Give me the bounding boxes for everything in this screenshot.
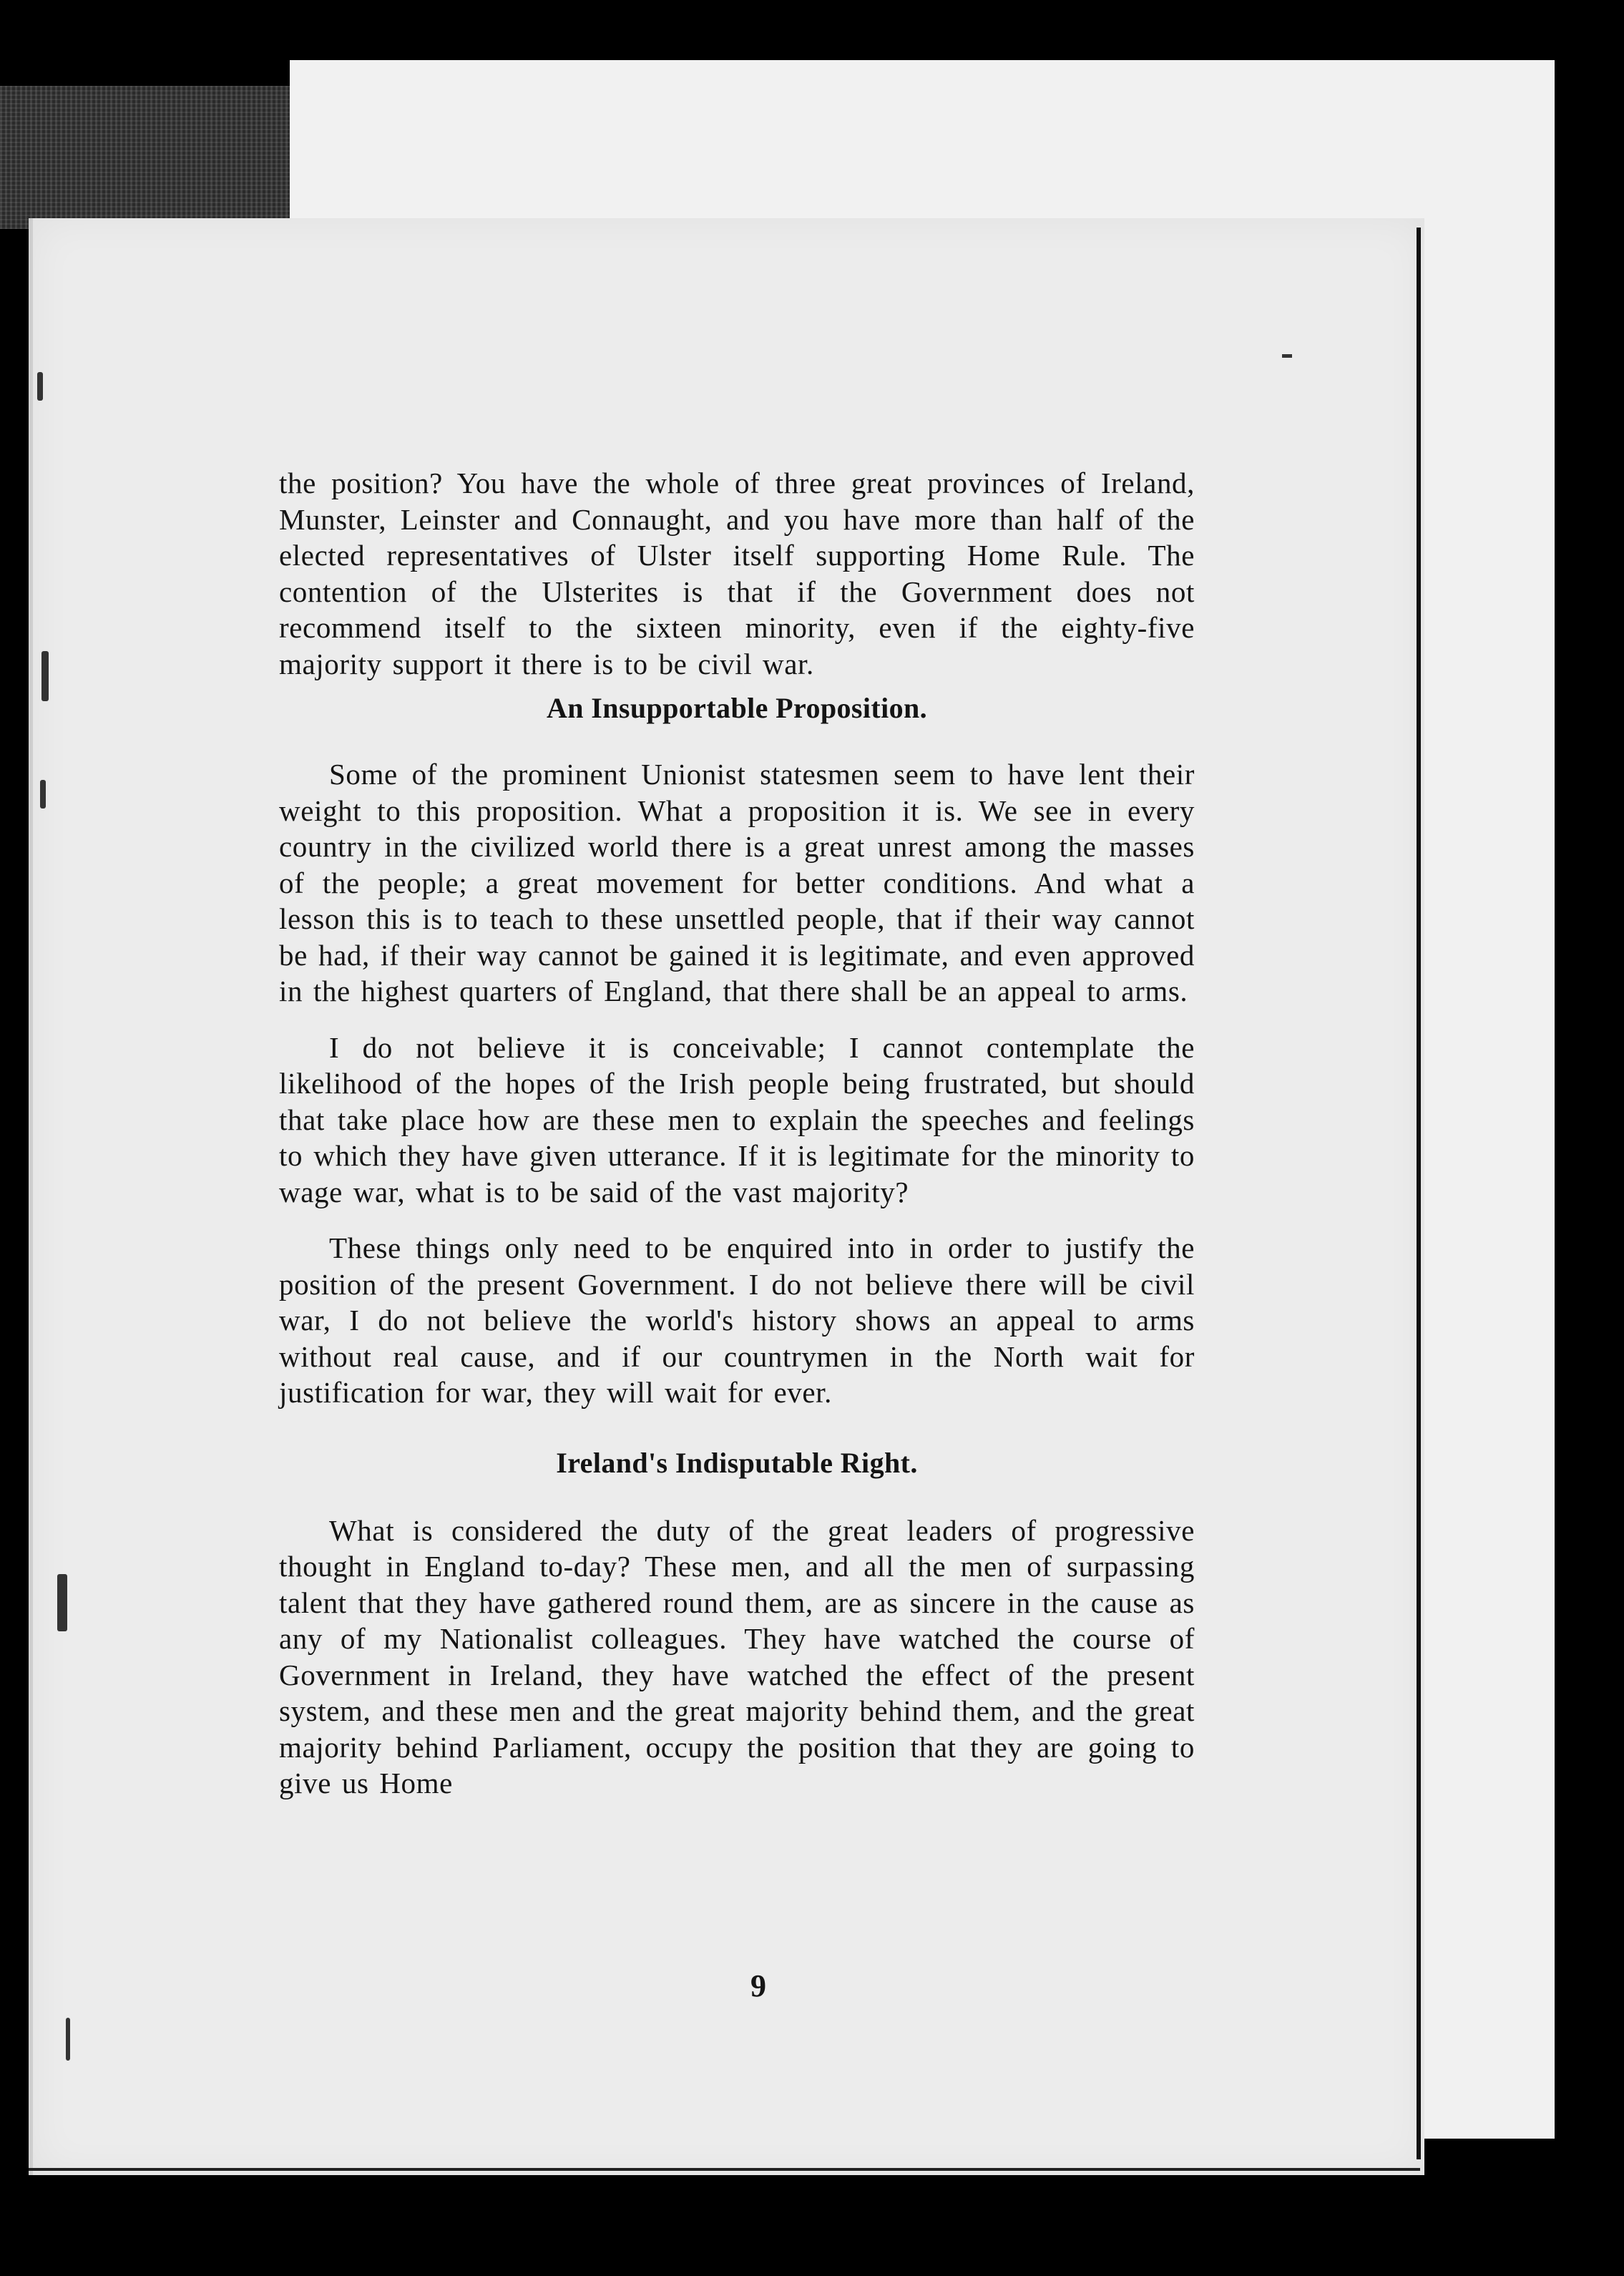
body-paragraph: Some of the prominent Unionist statesmen seem to have lent their weight to this proposition. What a proposition it is. We see in every country in the civilized world there is a great unrest among the masses of the people; a great movement for better conditions. And what a lesson this is to teach to these unsettled people, that if their way cannot be had, if their way cannot be gained it is legitimate, and even approved in the highest quarters of England, that there shall be an appeal to arms.	[279, 758, 1195, 1007]
document-body	[279, 465, 1195, 1802]
dust-speck	[1282, 354, 1292, 358]
section-heading: Ireland's Indisputable Right.	[556, 1446, 918, 1479]
gutter-mark	[57, 1574, 67, 1631]
section-heading: An Insupportable Proposition.	[546, 692, 928, 724]
gutter-mark	[40, 780, 46, 809]
body-paragraph: the position? You have the whole of three great provinces of Ireland, Munster, Leinster and Connaught, and you have more than half of the elected representatives of Ulster itself supporting Home Rule. The contention of the Ulsterites is that if the Government does not recommend itself to the sixteen minority, even if the eighty-five majority support it there is to be civil war.	[279, 467, 1195, 680]
page-bottom-edge	[29, 2168, 1420, 2171]
body-paragraph: I do not believe it is conceivable; I cannot contemplate the likelihood of the hopes of the Irish people being frustrated, but should that take place how are these men to explain the speeches and feelings to which they have given utterance. If it is legitimate for the minority to wage war, what is to be said of the vast majority?	[279, 1030, 1195, 1208]
page-number: 9	[750, 1968, 766, 2003]
body-paragraph: What is considered the duty of the great leaders of progressive thought in England to-day? These men, and all the men of surpassing talent that they have gathered round them, are as sincere in the cause as any of my Nationalist colleagues. They have watched the course of Government in Ireland, they have watched the effect of the present system, and these men and the great majority behind them, and the great majority behind Parliament, occupy the position that they are going to give us Home	[279, 1513, 1195, 1799]
gutter-mark	[66, 2018, 70, 2061]
body-paragraph: These things only need to be enquired into in order to justify the position of the present Government. I do not believe there will be civil war, I do not believe the world's history shows an appeal to arms without real cause, and if our countrymen in the North wait for justification for war, they will wait for ever.	[279, 1231, 1195, 1409]
page-right-edge	[1417, 228, 1421, 2159]
book-binding-cloth	[0, 86, 293, 229]
gutter-mark	[37, 372, 43, 401]
gutter-mark	[41, 651, 49, 701]
